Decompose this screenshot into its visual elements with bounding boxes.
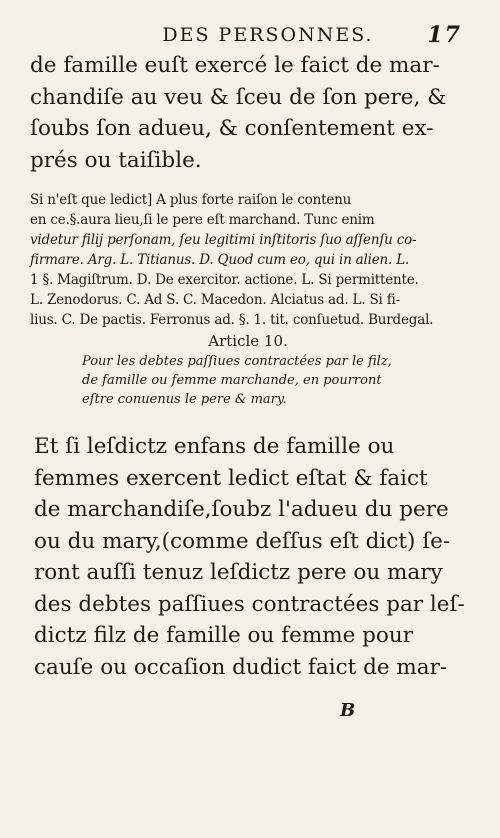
text-line: ront auſſi tenuz leſdictz pere ou mary bbox=[34, 560, 443, 585]
text-line: prés ou taiſible. bbox=[30, 147, 202, 173]
text-line: ou du mary,(comme deſſus eſt dict) ſe- bbox=[34, 528, 451, 554]
summary-line: eſtre conuenus le pere & mary. bbox=[82, 392, 287, 407]
text-line: ſoubs ſon adueu, & conſentement ex- bbox=[30, 116, 434, 141]
summary-line: Pour les debtes paſſiues contractées par le filz, bbox=[82, 354, 392, 369]
note-line: L. Zenodorus. C. Ad S. C. Macedon. Alciatus ad. L. Si fi- bbox=[30, 292, 401, 308]
commentary-note bbox=[30, 190, 466, 330]
note-line: lius. C. De pactis. Ferronus ad. §. 1. tit. conſuetud. Burdegal. bbox=[30, 312, 434, 328]
text-line: Et ſi leſdictz enfans de famille ou bbox=[34, 434, 395, 459]
signature-mark: B bbox=[340, 700, 356, 721]
running-head bbox=[30, 24, 466, 50]
note-line: en ce.§.aura lieu,ſi le pere eſt marchand. Tunc enim bbox=[30, 212, 375, 228]
article-summary bbox=[30, 352, 466, 409]
text-line: dictz filz de famille ou femme pour bbox=[34, 623, 414, 648]
text-line: cauſe ou occaſion dudict faict de mar- bbox=[34, 654, 448, 680]
text-line: chandiſe au veu & ſceu de ſon pere, & bbox=[30, 84, 447, 110]
body-paragraph bbox=[30, 431, 466, 683]
note-line: videtur filij perſonam, ſeu legitimi inſtitoris ſuo aſſenſu co- bbox=[30, 232, 417, 248]
text-line: de marchandiſe,ſoubz l'adueu du pere bbox=[34, 497, 449, 522]
note-line: 1 §. Magiſtrum. D. De exercitor. actione. L. Si permittente. bbox=[30, 272, 419, 288]
note-line: firmare. Arg. L. Titianus. D. Quod cum eo, qui in alien. L. bbox=[30, 252, 410, 268]
text-line: de famille euſt exercé le faict de mar- bbox=[30, 53, 440, 78]
top-paragraph bbox=[30, 50, 466, 176]
text-line: des debtes paſſiues contractées par leſ- bbox=[34, 591, 465, 617]
running-head-title: DES PERSONNES. bbox=[162, 24, 374, 46]
article-heading: Article 10. bbox=[208, 332, 288, 350]
summary-line: de famille ou femme marchande, en pourront bbox=[82, 373, 382, 388]
note-line: Si n'eſt que ledict] A plus forte raiſon le contenu bbox=[30, 192, 352, 208]
folio-number: 17 bbox=[427, 22, 462, 48]
text-line: femmes exercent ledict eſtat & faict bbox=[34, 465, 428, 491]
